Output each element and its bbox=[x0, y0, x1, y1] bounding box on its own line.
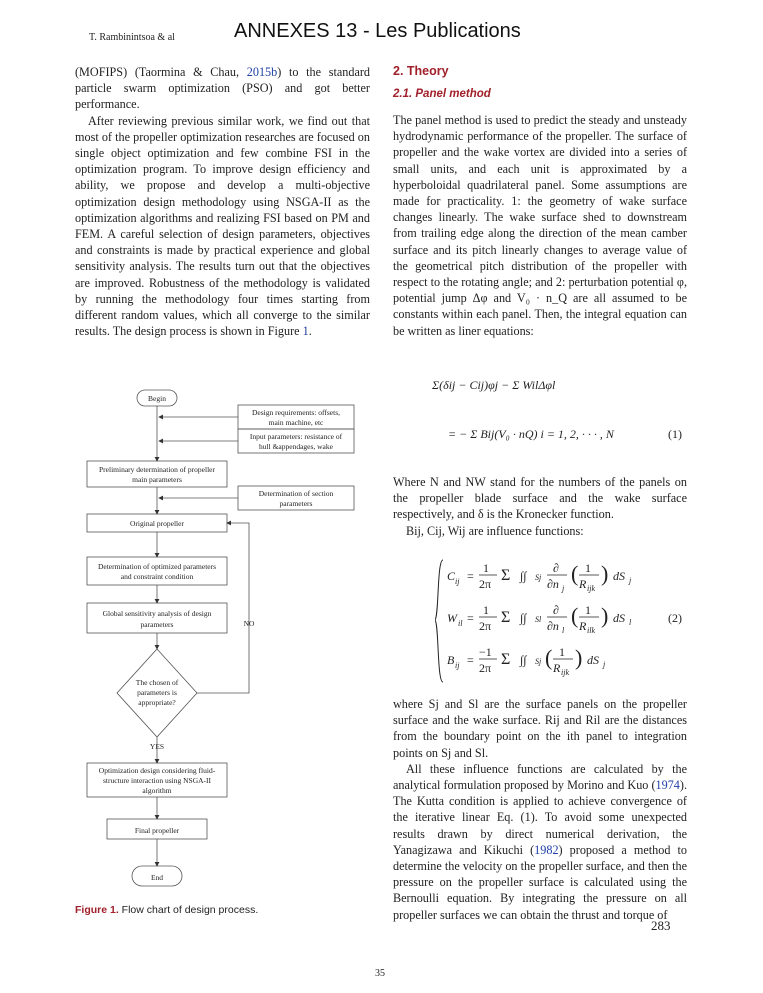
svg-text:main machine, etc: main machine, etc bbox=[268, 418, 324, 427]
equation-2 bbox=[435, 556, 635, 686]
svg-text:−1: −1 bbox=[479, 645, 492, 659]
svg-text:Original propeller: Original propeller bbox=[130, 519, 184, 528]
left-column bbox=[75, 64, 370, 339]
svg-text:2π: 2π bbox=[479, 619, 492, 633]
equation-1-line-1: Σ(δij − Cij)φj − Σ WilΔφl bbox=[432, 378, 556, 392]
right-paragraph-2: Where N and NW stand for the numbers of the panels on the propeller blade surface and the wake surface respectively, and δ is the Kronecker function. Bij, Cij, Wij are influence functions: bbox=[393, 475, 687, 538]
svg-text:j: j bbox=[629, 576, 632, 585]
svg-text:ijk: ijk bbox=[561, 668, 569, 677]
equation-1-number: (1) bbox=[668, 427, 682, 441]
svg-text:dS: dS bbox=[613, 569, 625, 583]
svg-text:Σ: Σ bbox=[501, 567, 511, 584]
svg-text:parameters is: parameters is bbox=[137, 688, 177, 697]
svg-text:1: 1 bbox=[585, 561, 591, 575]
section-heading: 2. Theory bbox=[393, 64, 449, 78]
equation-1-line-2: = − Σ Bij(V₀ · nQ) i = 1, 2, · · · , N bbox=[448, 427, 614, 441]
svg-text:1: 1 bbox=[585, 603, 591, 617]
svg-text:Optimization design considerin: Optimization design considering fluid- bbox=[98, 766, 216, 775]
figure-link[interactable]: 1 bbox=[302, 324, 309, 339]
svg-text:Sj: Sj bbox=[535, 573, 542, 582]
svg-text:Determination of section: Determination of section bbox=[258, 489, 334, 498]
svg-text:∂: ∂ bbox=[553, 561, 559, 575]
svg-text:appropriate?: appropriate? bbox=[138, 698, 176, 707]
svg-text:1: 1 bbox=[483, 603, 489, 617]
citation-link[interactable]: 1982 bbox=[534, 842, 559, 857]
svg-text:il: il bbox=[458, 619, 463, 628]
svg-text:parameters: parameters bbox=[140, 620, 174, 629]
equation-2-number: (2) bbox=[668, 611, 682, 625]
svg-text:Input parameters: resistance o: Input parameters: resistance of bbox=[249, 432, 343, 441]
svg-text:B: B bbox=[447, 653, 455, 667]
svg-text:∫∫: ∫∫ bbox=[520, 569, 527, 583]
svg-text:l: l bbox=[562, 626, 565, 635]
citation-link[interactable]: 1974 bbox=[655, 778, 680, 793]
svg-text:): ) bbox=[601, 603, 609, 628]
svg-text:Final propeller: Final propeller bbox=[134, 826, 180, 835]
svg-text:structure interaction using NS: structure interaction using NSGA-II bbox=[102, 776, 212, 785]
svg-text:∫∫: ∫∫ bbox=[520, 611, 527, 625]
svg-text:R: R bbox=[579, 619, 587, 633]
right-paragraph-4: where Sj and Sl are the surface panels on the propeller surface and the wake surface. Rij and Ril are the distances from the boundary point on the ith panel to integration points on Sj and Sl. All these influence functions are calculated by the analytical formulation proposed by Morino and Kuo (1974). The Kutta condition is applied to achieve convergence of the iterative linear Eq. (1). To avoid some unexpected results drawn by direct numerical derivation, the Yanagizawa and Kikuchi (1982) proposed a method to determine the velocity on the propeller surface, and then the pressure on the propeller surface is calculated using the Bernoulli equation. By integrating the pressure on all propeller surfaces we can obtain the thrust and torque of bbox=[393, 697, 688, 922]
svg-text:Global sensitivity analysis of: Global sensitivity analysis of design bbox=[102, 609, 212, 618]
svg-text:ij: ij bbox=[455, 661, 460, 670]
right-paragraph-5: All these influence functions are calculated by the analytical formulation proposed by Morino and Kuo (1974). The Kutta condition is applied to achieve convergence of the iterative linear Eq. (1). To avoid some unexpected results drawn by direct numerical derivation, the Yanagizawa and Kikuchi (1982) proposed a method to determine the velocity on the propeller surface, and then the pressure on the propeller surface is calculated using the Bernoulli equation. By integrating the pressure on all propeller surfaces we can obtain the thrust and torque of bbox=[393, 761, 688, 922]
svg-text:l: l bbox=[629, 618, 632, 627]
svg-text:main parameters: main parameters bbox=[132, 475, 182, 484]
svg-text:=: = bbox=[467, 611, 474, 625]
svg-text:Design requirements: offsets,: Design requirements: offsets, bbox=[252, 408, 340, 417]
svg-text:ilk: ilk bbox=[587, 626, 595, 635]
right-paragraph-1: The panel method is used to predict the steady and unsteady hydrodynamic performance of the propeller. The surface of propeller and the wake vortex are divided into a series of small units, and each unit is approximated by a hyperboloidal quadrilateral panel. Some assumptions are made for practicality. 1: the geometry of wake surface changes linearly. The wake surface shed to downstream from trailing edge along the direction of the mean camber surface and its pitch linearly changes to average value of the geometrical pitch distribution of the propeller with respect to the rotating angle; and 2: perturbation potential φ, potential jump Δφ and V₀ · n_Q are all assumed to be constants within each panel. Then, the integral equation can be written as liner equations: bbox=[393, 113, 687, 338]
svg-text:∫∫: ∫∫ bbox=[520, 653, 527, 667]
svg-text:parameters: parameters bbox=[279, 499, 313, 508]
svg-text:j: j bbox=[562, 584, 565, 593]
left-paragraph-2: After reviewing previous similar work, we find out that most of the propeller optimization researches are focused on single object optimization and few combine FSI in the optimization program. To improve design efficiency and ability, we propose and develop a multi-objective optimization design methodology using NSGA-II as the optimization algorithms and realizing FSI based on PM and FEM. A careful selection of design parameters, objectives and constraints is made by practical experience and global sensitivity analysis. The results turn out that the objectives are improved. Robustness of the methodology is validated by running the methodology four times starting from different random values, which all converge to the similar results. The design process is shown in Figure 1. bbox=[75, 113, 370, 339]
svg-text:1: 1 bbox=[559, 645, 565, 659]
svg-text:j: j bbox=[603, 660, 606, 669]
svg-text:The chosen of: The chosen of bbox=[135, 678, 179, 687]
svg-text:W: W bbox=[447, 611, 457, 625]
svg-text:2π: 2π bbox=[479, 661, 492, 675]
fc-begin: Begin bbox=[148, 394, 166, 403]
svg-text:Determination of optimized par: Determination of optimized parameters bbox=[97, 562, 217, 571]
svg-text:): ) bbox=[601, 561, 609, 586]
svg-text:=: = bbox=[467, 569, 474, 583]
svg-text:2π: 2π bbox=[479, 577, 492, 591]
svg-text:ijk: ijk bbox=[587, 584, 595, 593]
svg-text:Σ: Σ bbox=[501, 609, 511, 626]
svg-text:and constraint condition: and constraint condition bbox=[120, 572, 194, 581]
svg-text:(: ( bbox=[545, 645, 553, 670]
svg-text:dS: dS bbox=[587, 653, 599, 667]
subsection-heading: 2.1. Panel method bbox=[393, 88, 491, 100]
svg-text:dS: dS bbox=[613, 611, 625, 625]
svg-text:=: = bbox=[467, 653, 474, 667]
svg-text:C: C bbox=[447, 569, 456, 583]
svg-text:R: R bbox=[553, 661, 561, 675]
header-author: T. Rambinintsoa & al bbox=[89, 32, 175, 43]
svg-text:Sj: Sj bbox=[535, 657, 542, 666]
document-page-number: 35 bbox=[375, 968, 385, 979]
left-paragraph-1: (MOFIPS) (Taormina & Chau, 2015b) to the standard particle swarm optimization (PSO) and got better performance. bbox=[75, 65, 371, 112]
svg-text:∂n: ∂n bbox=[547, 577, 559, 591]
svg-text:hull &appendages, wake: hull &appendages, wake bbox=[259, 442, 333, 451]
svg-text:1: 1 bbox=[483, 561, 489, 575]
svg-text:ij: ij bbox=[455, 577, 460, 586]
svg-text:Σ: Σ bbox=[501, 651, 511, 668]
svg-text:): ) bbox=[575, 645, 583, 670]
svg-text:algorithm: algorithm bbox=[142, 786, 172, 795]
right-paragraph-3: Bij, Cij, Wij are influence functions: bbox=[406, 523, 584, 538]
svg-text:NO: NO bbox=[243, 619, 255, 628]
svg-text:YES: YES bbox=[149, 742, 165, 751]
citation-link[interactable]: 2015b bbox=[246, 65, 278, 79]
svg-text:End: End bbox=[150, 873, 164, 882]
svg-text:(: ( bbox=[571, 561, 579, 586]
figure-caption: Figure 1. Flow chart of design process. bbox=[75, 904, 259, 916]
svg-text:∂n: ∂n bbox=[547, 619, 559, 633]
svg-text:Sl: Sl bbox=[535, 615, 542, 624]
header-title: ANNEXES 13 - Les Publications bbox=[234, 20, 521, 42]
svg-text:R: R bbox=[579, 577, 587, 591]
journal-page-number: 283 bbox=[651, 918, 671, 933]
svg-text:Preliminary determination of p: Preliminary determination of propeller bbox=[98, 465, 216, 474]
flowchart bbox=[75, 385, 375, 900]
svg-text:(: ( bbox=[571, 603, 579, 628]
svg-text:∂: ∂ bbox=[553, 603, 559, 617]
